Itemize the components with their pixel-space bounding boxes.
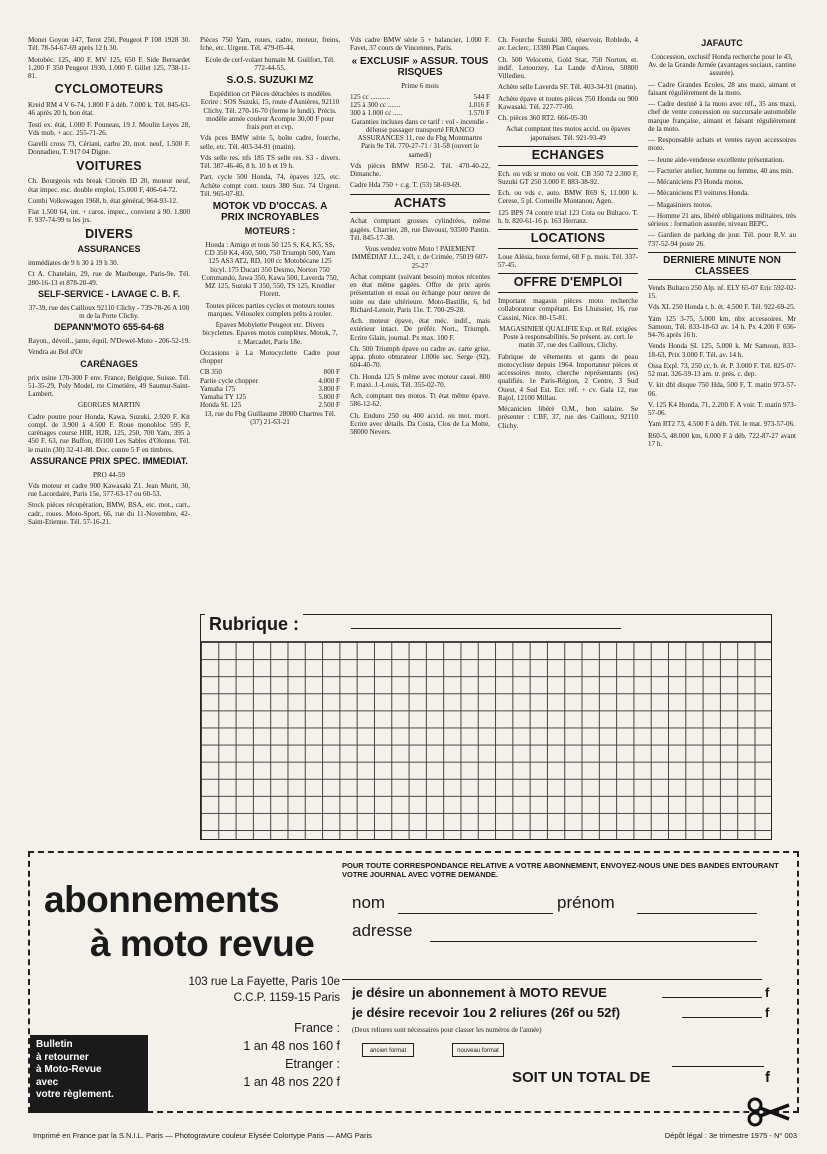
classified-ad: — Gardien de parking de jour. Tél. pour R.V. au 737-52-94 poste 26. xyxy=(648,231,796,248)
section-heading: MOTEURS : xyxy=(244,226,296,236)
classified-ad: Stock pièces récupération, BMW, BSA, etc. mot., cart., cadr., roues. Moto-Sport, 66, rue du 11-Novembre, 42-Saint-Etienne. Tél. 57-16-21. xyxy=(28,501,190,526)
classified-ad: Cadre poutre pour Honda, Kawa, Suzuki, 2.920 F. Kit compl. de 3.900 à 4.500 F. Roue monobloc 595 F, carénages course HIR, H2R, 125, 250, 700 Yam, 395 à 450 F. 63, rue Buffon, 85100 Les Sables d'Olonne. Tél. le matin (30) 32-41-88. Doc. contre 5 F en timbres. xyxy=(28,412,190,454)
classified-ad: Vds selle res. nfs 185 TS selle res. S3 - divers. Tél. 387-46-46, 8 h. 10 h et 19 h. xyxy=(200,153,340,170)
classified-ad: Concession, exclusif Honda recherche pour le 43, Av. de la Grande Armée (avantages sociaux, cantine assurée). xyxy=(648,52,796,78)
price-item: 300 à 1.000 cc ..... xyxy=(350,109,403,118)
classified-ad: Achète selle Laverda SF. Tél. 403-34-91 (matin). xyxy=(498,83,638,92)
bulletin-line: votre règlement. xyxy=(36,1089,114,1100)
sub-line1-blank xyxy=(662,997,762,998)
classified-ad: 37-39, rue des Cailloux 92110 Clichy - 739-78-26 A 100 m de la Porte Clichy. xyxy=(28,303,190,321)
classified-ad: Ch. Fourche Suzuki 380, réservoir, Robledo, 4 av. Leclerc, 13380 Plan Cuques. xyxy=(498,36,638,53)
classified-ad: Vds pces BMW série 5, boîte cadre, fourche, selle, etc. Tél. 403-34-91 (matin). xyxy=(200,134,340,151)
rubrique-line xyxy=(351,628,621,629)
classified-ad: Toutes pièces parties cycles et moteurs toutes marques. Vélosolex complets prêts à rouler. xyxy=(205,301,335,318)
section-heading: VOITURES xyxy=(76,158,142,173)
adresse-line xyxy=(430,941,757,942)
classified-ad: GEORGES MARTIN xyxy=(77,401,141,410)
section-heading: JAFAUTC xyxy=(701,38,743,48)
classified-ad: Vds moteur et cadre 900 Kawasaki Z1. Jean Murit, 30, rue Lacordaire, Paris 15e, 577-63-17 ou 60-53. xyxy=(28,481,190,499)
classified-ad: Ach. moteur épave, état méc. indif., mais extérieur intact. De préfér. Nort., Triumph. Ecrire Glain, journal. Px max. 100 F. xyxy=(350,317,490,342)
classified-ad: Mécanicien libéré O.M., bon salaire. Se présenter : CBF, 37, rue des Cailloux, 92110 Clichy. xyxy=(498,405,638,430)
classified-ad: Vends Bultaco 250 Alp. nf. ELY 65-07 Eric 592-02-15. xyxy=(648,283,796,301)
classified-ad: Kreid RM 4 V 6-74, 1.800 F à déb. 7.000 k. Tél. 845-63-46 après 20 h, bon état. xyxy=(28,101,190,118)
section-heading: SELF-SERVICE - LAVAGE C. B. F. xyxy=(37,288,180,299)
prenom-line xyxy=(637,913,757,914)
classified-ad: Garelli cross 73, Cériani, carbu 20, mot. neuf, 1.500 F. Donnadieu, T. 917 04 Digne. xyxy=(28,140,190,157)
price-value: 544 F xyxy=(473,92,490,101)
price-value: 3.800 F xyxy=(318,384,340,393)
price-value: 2.500 F xyxy=(318,401,340,410)
section-heading: MOTOK VD D'OCCAS. A PRIX INCROYABLES xyxy=(212,201,328,223)
classified-ad: PRO 44-59 xyxy=(92,470,126,479)
section-heading: S.O.S. SUZUKI MZ xyxy=(226,75,314,86)
classified-ad: — Mécaniciens P3 Honda motos. xyxy=(648,178,744,187)
subscription-request-line[interactable] xyxy=(352,985,782,1000)
section-heading: DEPANN'MOTO 655-64-68 xyxy=(54,322,164,333)
price-row xyxy=(350,101,490,109)
classified-ad: — Mécaniciens P3 voitures Honda. xyxy=(648,189,750,198)
classified-ad: Ct A. Chatelain, 29, rue de Maubeuge, Paris-9e. Tél. 280-16-13 et 878-20-49. xyxy=(28,270,190,287)
footer-printer: Imprimé en France par la S.N.I.L. Paris — Photogravure couleur Elysée Colortype Paris — AMG Paris xyxy=(33,1131,372,1140)
nom-line xyxy=(398,913,553,914)
classified-ad: Ch. pièces 360 RT2. 666-05-30 xyxy=(498,114,588,122)
bulletin-box xyxy=(30,1035,148,1113)
footer-depot: Dépôt légal : 3e trimestre 1975 - N° 003 xyxy=(664,1131,797,1140)
classified-ad: Ech. ou vds sr moto ou voit. CB 350 72 2.300 F, Suzuki GT 250 3.000 F. 883-38-92. xyxy=(498,169,638,186)
classified-ad: Honda : Amigo et tous 50 125 S, K4, K5, SS, CD 350 K4, 450, 500, 750 Triumph 500, Yam 125 AS3 AT2, RD, 100 cc Motobécane 125 bicyl. 175 Ducati 350 Desmo, Norton 750 Commando, Jawa 350, Kawa 500, Laverda 750, MZ 125, Suzuki T 350, 550, TS 125, Kreidler Florett. xyxy=(201,240,339,299)
logo-moto-revue: à moto revue xyxy=(90,923,315,964)
classified-ad: Yam RT2 73, 4.500 F à déb. Tél. le mat. 973-57-06. xyxy=(648,420,795,429)
classified-ad: Ach. comptant ttes motos. Tt état même épave. 586-12-62. xyxy=(350,392,490,409)
logo-abonnements: abonnements xyxy=(44,879,280,920)
classified-ad: Ch. 500 Velocette, Gold Star, 750 Norton, et. indif. Letourzey, La Lande d'Airou, 50800 Villedieu. xyxy=(498,55,638,80)
bulletin-line: avec xyxy=(36,1076,59,1088)
classified-ad: Motobéc. 125, 400 F. MV 125, 650 F. Side Bernardet 1.200 F 350 Peugeot 1930, 1.000 F. Gillet 125, 738-11-81. xyxy=(28,55,190,80)
scissors-icon xyxy=(747,1097,791,1127)
classified-ad: Achète épave et toutes pièces 750 Honda ou 900 Kawasaki. Tél. 227-77-00. xyxy=(498,94,638,111)
bulletin-line: Bulletin xyxy=(36,1039,73,1050)
section-heading: CYCLOMOTEURS xyxy=(54,82,164,97)
subscription-form xyxy=(342,861,792,1086)
classified-ad: — Homme 21 ans, libéré obligations militaires, très sérieux : formation assurée, niveau BEPC. xyxy=(648,211,796,229)
price-value: 1.570 F xyxy=(468,109,490,118)
classified-ad: Part. cycle 500 Honda, 74, épaves 125, etc. Achète compt cont. tours 380 Suz. 74 Urgent. Tél. 965-07-83. xyxy=(200,173,340,198)
section-heading: ASSURANCE PRIX SPEC. IMMEDIAT. xyxy=(30,455,188,466)
sub-line2-text: je désire recevoir 1ou 2 reliures (26f ou 52f) xyxy=(352,1005,621,1020)
price-item: Partie cycle chopper xyxy=(200,376,258,385)
section-heading: ACHATS xyxy=(350,194,490,214)
classified-column-1 xyxy=(28,36,190,616)
reliures-note: (Deux reliures sont nécessaires pour classer les numéros de l'année) xyxy=(352,1026,542,1034)
price-value: 5.800 F xyxy=(318,393,340,402)
section-heading: DERNIERE MINUTE NON CLASSEES xyxy=(648,252,796,280)
section-heading: LOCATIONS xyxy=(498,229,638,249)
price-row xyxy=(200,385,340,393)
classified-ad: Ch. 500 Triumph épave ou cadre av. carte grise, appa. photo obturateur 1.000e sec. Serge (92), 604-40-70. xyxy=(350,344,490,370)
classified-ad: Vds XL 250 Honda t. b. ét. 4.500 F. Tél. 922-69-25. xyxy=(648,303,796,312)
classified-ad: Achat comptant ttes motos accid. ou épaves japonaises. Tél. 921-93-49 xyxy=(505,125,631,142)
price-value: 800 F xyxy=(323,368,340,377)
classified-ad: Yam 125 3-75, 5.000 km, nbx accessoires. Mr Samoun, Tél. 833-18-63 av. 14 h. Px 4.200 F 636-94-76 après 16 h. xyxy=(648,314,796,340)
price-item: Yamaha TY 125 xyxy=(200,393,247,402)
classified-ad: Fabrique de vêtements et gants de peau motocycliste depuis 1964. Importateur pièces et accessoires moto, cherche représentants (es) qualifiés. 1e Paris-Région, 2 Centre, 3 Sud Ouest, 4 Sud Est. Ecr. réf. + cv. Gala 12, rue Rajol, 12100 Millau. xyxy=(498,352,638,402)
adresse-field[interactable] xyxy=(352,921,782,945)
classified-column-2 xyxy=(200,36,340,616)
classified-ad: Epaves Mobylette Peugeot etc. Divers bicyclettes. Epaves motos complètes. Motok, 7, r. Marcadet, Paris 18e. xyxy=(202,321,338,346)
etranger-label: Etranger : xyxy=(285,1057,340,1071)
rubrique-grid[interactable] xyxy=(201,641,771,839)
correspondence-note: POUR TOUTE CORRESPONDANCE RELATIVE A VOTRE ABONNEMENT, ENVOYEZ-NOUS UNE DES BANDES ENTOURANT VOTRE JOURNAL AVEC VOTRE DEMANDE. xyxy=(342,861,779,879)
france-price: 1 an 48 nos 160 f xyxy=(243,1039,340,1053)
classified-ad: Ech. ou vds c. auto. BMW R69 S, 11.000 k. Cerese, 5 pl. Corneille Montanou, Agen. xyxy=(498,189,638,206)
classified-ad: Rayon., dévoil., jante, équil. N'Dewel-Moto - 206-52-19. xyxy=(28,337,190,346)
publisher-ccp: C.C.P. 1159-15 Paris xyxy=(233,992,340,1004)
classified-ad: Ossa Expl. 73, 250 cc, b. ét. P. 3.000 F. Tél. 825-07-52 mat. 326-59-13 am. tr. prés. c. dep. xyxy=(648,361,796,379)
classified-ad: — Magasiniers motos. xyxy=(648,200,713,209)
price-value: 1.016 F xyxy=(468,101,490,109)
section-heading: OFFRE D'EMPLOI xyxy=(498,273,638,293)
sub-line1-text: je désire un abonnement à MOTO REVUE xyxy=(352,985,607,1000)
total-label: SOIT UN TOTAL DE xyxy=(512,1069,651,1086)
price-item: Yamaha 175 xyxy=(200,384,236,393)
section-heading: CARÉNAGES xyxy=(80,358,138,369)
price-value: 4.000 F xyxy=(318,376,340,385)
sub-line2-f: f xyxy=(765,1005,770,1020)
classified-ad: Loue Alésia, boxe fermé, 60 F p. mois. Tél. 337-57-45. xyxy=(498,252,638,269)
classified-ad: Vds cadre BMW série 5 + balancier, 1.000 F. Favet, 37 cours de Vincennes, Paris. xyxy=(350,36,490,53)
classified-ad: — Facturier atelier, homme ou femme, 40 ans min. xyxy=(648,166,794,175)
france-label: France : xyxy=(294,1021,340,1035)
prenom-label: prénom xyxy=(557,893,615,912)
section-heading: ECHANGES xyxy=(498,146,638,166)
classified-ad: Monet Goyon 147, Terot 250, Peugeot P 108 1928 30. Tél. 78-54-67-69 après 12 h 30. xyxy=(28,36,190,53)
classified-ad: Fiat 1.500 64, int. + caros. impec., convient à 90. 1.800 F. 937-74-99 ts les jrs. xyxy=(28,208,190,225)
classified-ad: — Responsable achats et ventes rayon accessoires moto. xyxy=(648,136,796,153)
price-item: CB 350 xyxy=(200,368,222,377)
rubrique-label: Rubrique : xyxy=(205,614,303,635)
classified-ad: Ecole de cerf-volant humain M. Guilfort, Tél. 772-44-55. xyxy=(205,55,335,72)
reliures-request-line[interactable] xyxy=(352,1005,782,1020)
classified-ad: Combi Volkswagen 1968, b. état général, 964-93-12. xyxy=(28,196,178,205)
classified-column-5 xyxy=(648,36,796,616)
price-row xyxy=(200,393,340,401)
classified-ad: Ch. Honda 125 S même avec moteur cassé. 800 F. maxi. J.-Louis, Tél. 355-02-70. xyxy=(350,372,490,389)
sub-line2-blank xyxy=(682,1017,762,1018)
bulletin-line: à retourner xyxy=(36,1051,89,1063)
classified-ad: Achat comptant (suivant besoin) motos récentes en état même gagées. Offre de prix après présentation et essai ou échange pour neuve de suite ou date ultérieure. Moto-Bastille, 6, bd Richard-Lenoir, Paris 11e. T. 700-29-28. xyxy=(350,272,490,314)
classified-ad: immédiates de 9 h 30 à 19 h 30. xyxy=(28,259,119,268)
rubrique-form-grid xyxy=(200,614,772,840)
price-row xyxy=(200,377,340,385)
bulletin-line: à Moto-Revue xyxy=(36,1064,102,1075)
classified-ad: Pièces 750 Yam, roues, cadre, moteur, freins, fche, etc. Urgent. Tél. 479-05-44. xyxy=(200,36,340,53)
classified-ad: V. 125 K4 Honda, 71, 2.200 F. A voir. T. matin 973-57-06. xyxy=(648,400,796,418)
classified-ad: — Jeune aide-vendeuse excellente présentation. xyxy=(648,155,785,164)
classified-ad: 125 BPS 74 contre trial 123 Cota ou Bultaco. T. h. b. 820-61-16 p. 163 Herranz. xyxy=(498,208,638,225)
classified-ad: V. kit dbl disque 750 Hda, 500 F, T. matin 973-57-06. xyxy=(648,381,796,398)
classified-ad: 13, rue du Fbg Guillaume 28000 Chartres Tél. (37) 21-63-21 xyxy=(204,409,336,426)
section-heading: ASSURANCES xyxy=(77,244,141,255)
classified-ad: Testi ex. état, 1.000 F. Pouneau, 19 J. Moulin Leyes 28, Vds mob. + acc. 255-71-26. xyxy=(28,120,190,137)
section-heading: DIVERS xyxy=(85,226,133,241)
classified-ad: — Cadre destiné à la moto avec réf., 35 ans maxi, chef de vente concession ou succursale automobile marque française, aimant et faisant régulièrement de la moto. xyxy=(648,100,796,133)
classified-ad: Prime 6 mois xyxy=(401,81,439,90)
classifieds-columns xyxy=(28,36,800,606)
classified-ad: Vous vendez votre Moto ! PAIEMENT IMMÉDIAT J.L., 243, r. de Crimée, 75019 607-25-27 xyxy=(351,245,489,270)
etranger-price: 1 an 48 nos 220 f xyxy=(243,1075,340,1089)
classified-ad: prix usine 170-300 F env. France, Belgique, Suisse. Tél. 51-35-29, Poly Model, rte Cimetière, 49 Saumur-Saint-Lambert. xyxy=(28,373,190,399)
total-blank xyxy=(672,1066,764,1067)
nom-field[interactable] xyxy=(352,893,782,917)
classified-ad: — Cadre Grandes Ecoles, 28 ans maxi, aimant et faisant régulièrement de la moto. xyxy=(648,80,796,97)
classified-ad: Ch. Bourgeois vds break Citroën ID 20, moteur neuf, état impec. esc. double emploi, 15.000 F, 406-64-72. xyxy=(28,177,190,194)
classified-ad: Vends Honda SL 125, 5.000 k. Mr Samoun, 833-18-63, Prix 3.000 F. Tél. av. 14 h. xyxy=(648,342,796,359)
classified-ad: Achat comptant grosses cylindrées, même gagées. Charrier, 28, rue Davoust, 93500 Pantin. Tél. 845-17-38. xyxy=(350,217,490,242)
publisher-address: 103 rue La Fayette, Paris 10e xyxy=(188,976,340,988)
price-item: 125 cc ........... xyxy=(350,92,390,101)
nom-label: nom xyxy=(352,893,386,912)
price-row xyxy=(350,93,490,101)
classified-column-3 xyxy=(350,36,490,616)
classified-column-4 xyxy=(498,36,638,616)
classified-ad: Occasions à La Motocyclette Cadre pour chopper xyxy=(200,348,340,366)
price-row xyxy=(350,109,490,117)
price-item: Honda SL 125 xyxy=(200,401,242,410)
section-heading: « EXCLUSIF » ASSUR. TOUS RISQUES xyxy=(351,55,489,78)
total-f: f xyxy=(765,1069,770,1086)
classified-ad: Vendra au Bol d'Or xyxy=(28,348,83,357)
classified-ad: Ch. Enduro 250 ou 400 accid. ou mot. mort. Ecrire avec détails. Da Costa, Clos de La Motte, 58000 Nevers. xyxy=(350,411,490,436)
subscription-coupon xyxy=(28,851,799,1113)
classified-ad: Important magasin pièces moto recherche collaborateur compétant. Ets Lhuissier, 16, rue Cassini, Nice. 80-15-81. xyxy=(498,297,638,322)
price-item: 125 à 300 cc ....... xyxy=(350,101,401,109)
classified-ad: Cadre Hda 750 + c.g. T. (53) 58-69-69. xyxy=(350,181,462,190)
form-divider xyxy=(342,979,762,980)
ancien-format-checkbox[interactable]: ancien format xyxy=(362,1043,414,1057)
nouveau-format-checkbox[interactable]: nouveau format xyxy=(452,1043,504,1057)
classified-ad: Garanties incluses dans ce tarif : vol - incendie - défense passager transporté FRANCO ASSURANCES 11, rue du Fbg Montmartre Paris 9e Tél. 770-27-71 / 31-58 (ouvert le samedi) xyxy=(351,117,489,159)
adresse-label: adresse xyxy=(352,921,413,940)
price-row xyxy=(200,401,340,409)
classified-ad: Expédition crt Pièces détachées ts modèles Ecrire : SOS Suzuki, 15, route d'Asnières, 92110 Clichy. Tél. 270-16-70 (ferme le lundi). Précis. modèle année couleur Acompte 30,00 F pour frais port et cvp. xyxy=(200,90,340,131)
classified-ad: MAGASINIER QUALIFIE Exp. et Réf. exigées Poste à responsabilités. Se présent. av. cert. le matin 37, rue des Cailloux, Clichy. xyxy=(499,324,637,350)
classified-ad: Vds pièces BMW R50-2. Tél. 470-40-22, Dimanche. xyxy=(350,161,490,178)
sub-line1-f: f xyxy=(765,985,770,1000)
price-row xyxy=(200,368,340,376)
classified-ad: R60-5, 48.000 km, 6.000 F à déb. 722-87-27 avant 17 h. xyxy=(648,431,796,448)
